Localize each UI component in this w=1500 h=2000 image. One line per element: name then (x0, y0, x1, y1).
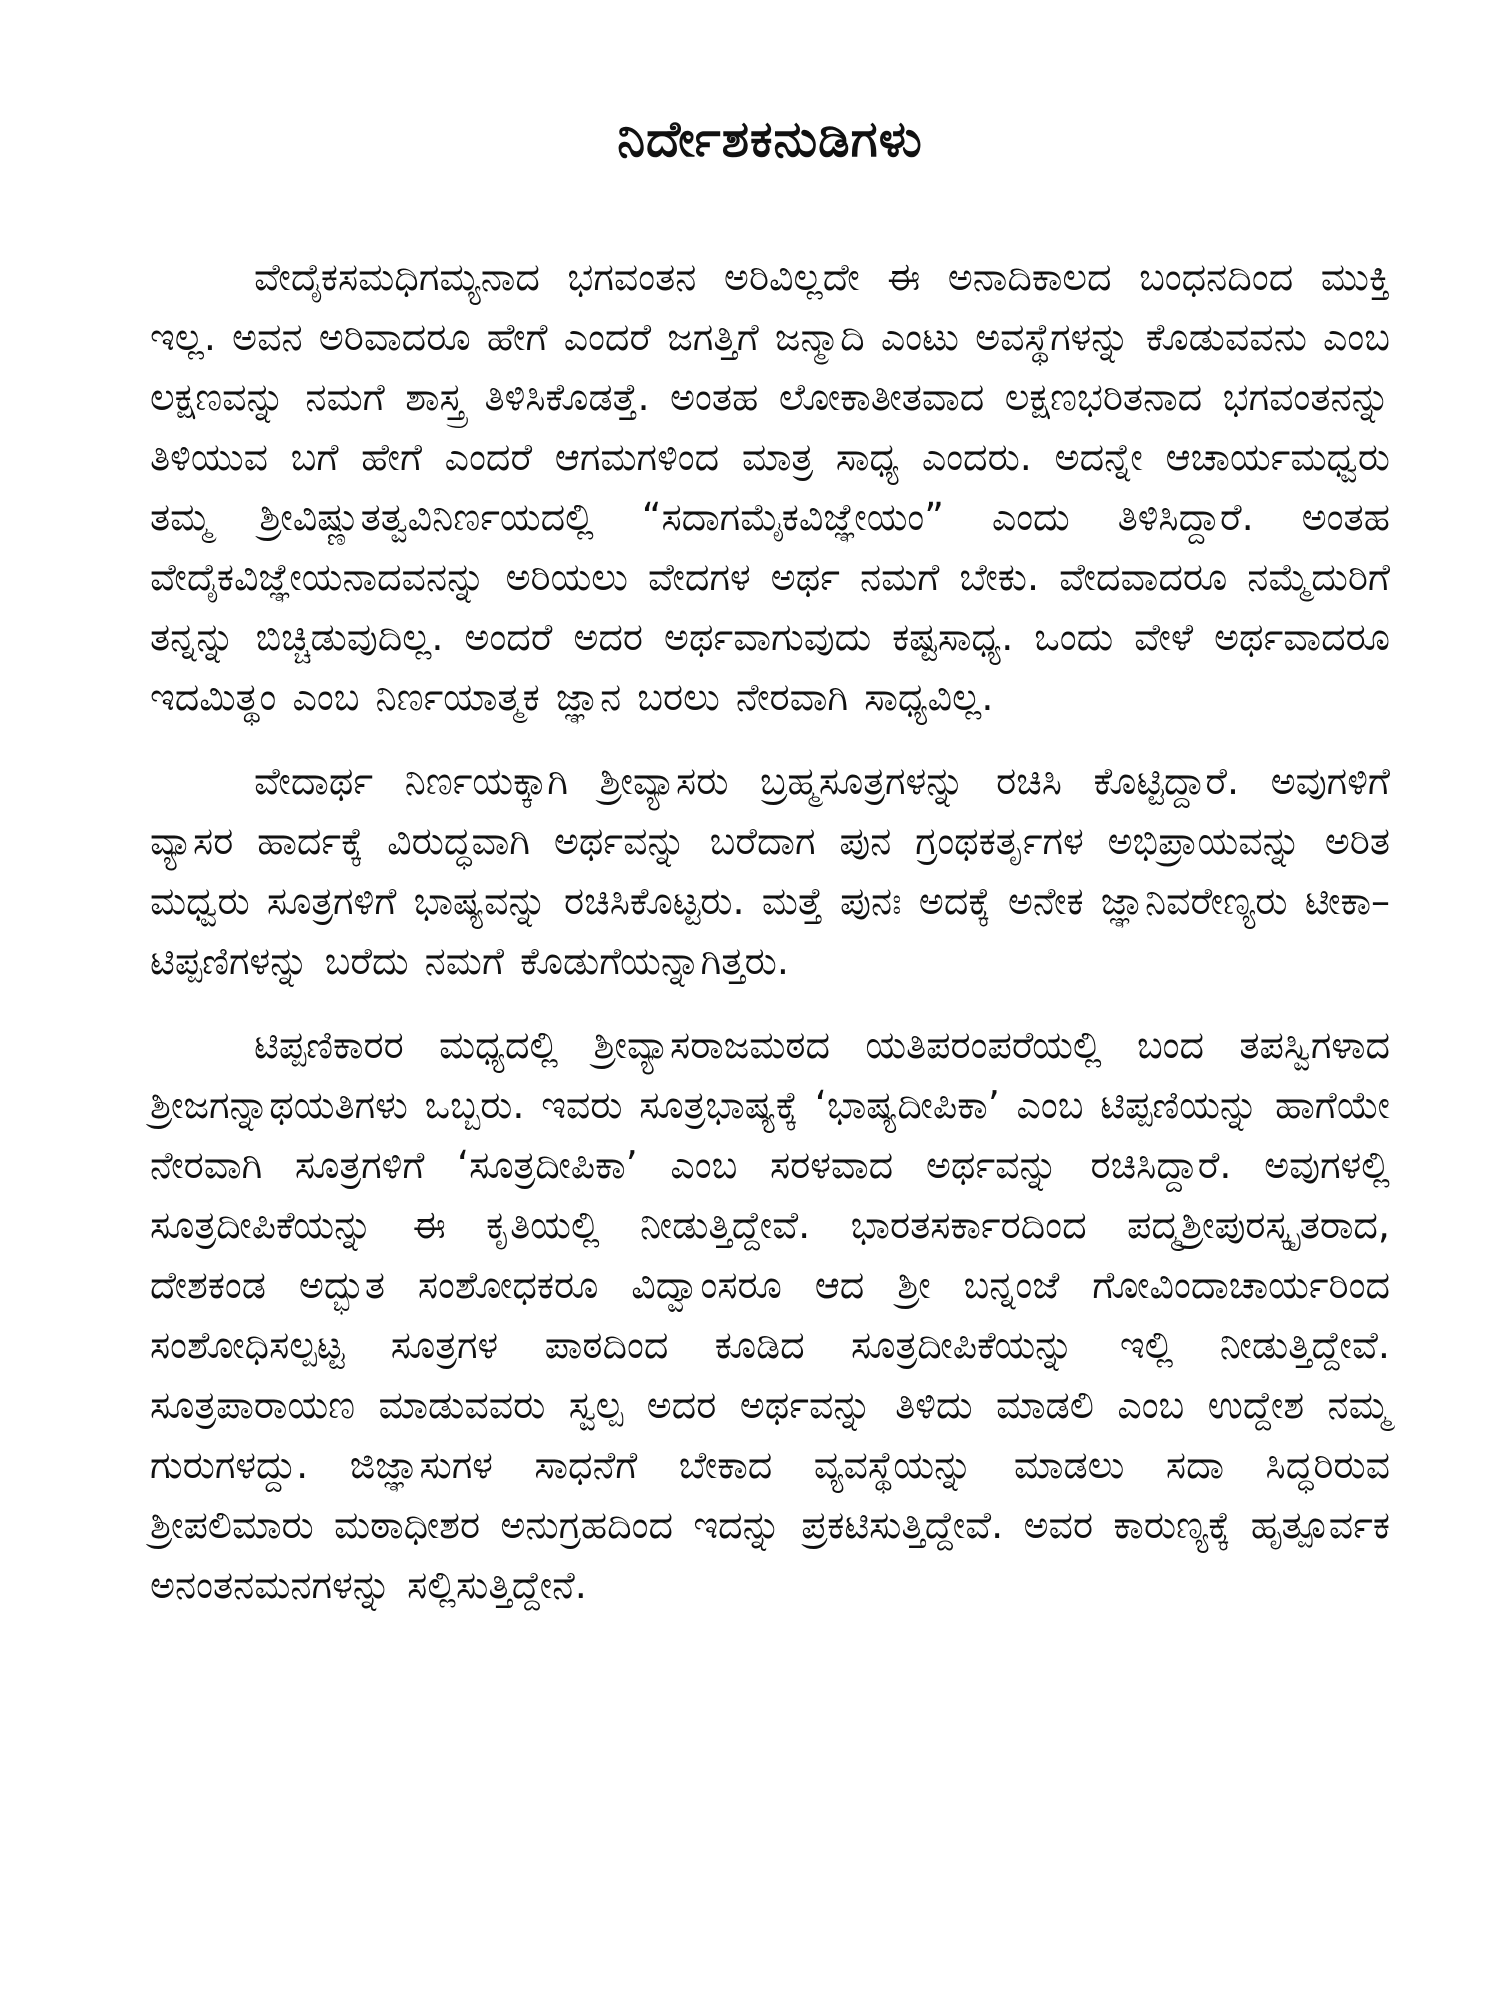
paragraph-3: ಟಿಪ್ಪಣಿಕಾರರ ಮಧ್ಯದಲ್ಲಿ ಶ್ರೀವ್ಯಾಸರಾಜಮಠದ ಯತಿಪರಂಪರೆಯಲ್ಲಿ ಬಂದ ತಪಸ್ವಿಗಳಾದ ಶ್ರೀಜಗನ್ನಾಥಯತಿಗಳು ಒಬ್ಬರು. ಇವರು ಸೂತ್ರಭಾಷ್ಯಕ್ಕೆ ‘ಭಾಷ್ಯದೀಪಿಕಾ’ ಎಂಬ ಟಿಪ್ಪಣಿಯನ್ನು ಹಾಗೆಯೇ ನೇರವಾಗಿ ಸೂತ್ರಗಳಿಗೆ ‘ಸೂತ್ರದೀಪಿಕಾ’ ಎಂಬ ಸರಳವಾದ ಅರ್ಥವನ್ನು ರಚಿಸಿದ್ದಾರೆ. ಅವುಗಳಲ್ಲಿ ಸೂತ್ರದೀಪಿಕೆಯನ್ನು ಈ ಕೃತಿಯಲ್ಲಿ ನೀಡುತ್ತಿದ್ದೇವೆ. ಭಾರತಸರ್ಕಾರದಿಂದ ಪದ್ಮಶ್ರೀಪುರಸ್ಕೃತರಾದ, ದೇಶಕಂಡ ಅದ್ಭುತ ಸಂಶೋಧಕರೂ ವಿದ್ವಾಂಸರೂ ಆದ ಶ್ರೀ ಬನ್ನಂಜೆ ಗೋವಿಂದಾಚಾರ್ಯರಿಂದ ಸಂಶೋಧಿಸಲ್ಪಟ್ಟ ಸೂತ್ರಗಳ ಪಾಠದಿಂದ ಕೂಡಿದ ಸೂತ್ರದೀಪಿಕೆಯನ್ನು ಇಲ್ಲಿ ನೀಡುತ್ತಿದ್ದೇವೆ. ಸೂತ್ರಪಾರಾಯಣ ಮಾಡುವವರು ಸ್ವಲ್ಪ ಅದರ ಅರ್ಥವನ್ನು ತಿಳಿದು ಮಾಡಲಿ ಎಂಬ ಉದ್ದೇಶ ನಮ್ಮ ಗುರುಗಳದ್ದು. ಜಿಜ್ಞಾಸುಗಳ ಸಾಧನೆಗೆ ಬೇಕಾದ ವ್ಯವಸ್ಥೆಯನ್ನು ಮಾಡಲು ಸದಾ ಸಿದ್ಧರಿರುವ ಶ್ರೀಪಲಿಮಾರು ಮಠಾಧೀಶರ ಅನುಗ್ರಹದಿಂದ ಇದನ್ನು ಪ್ರಕಟಿಸುತ್ತಿದ್ದೇವೆ. ಅವರ ಕಾರುಣ್ಯಕ್ಕೆ ಹೃತ್ಪೂರ್ವಕ ಅನಂತನಮನಗಳನ್ನು ಸಲ್ಲಿಸುತ್ತಿದ್ದೇನೆ. (150, 1023, 1390, 1607)
document-page (150, 110, 1390, 1615)
page-title: ನಿರ್ದೇಶಕನುಡಿಗಳು (617, 110, 923, 168)
paragraph-1: ವೇದೈಕಸಮಧಿಗಮ್ಯನಾದ ಭಗವಂತನ ಅರಿವಿಲ್ಲದೇ ಈ ಅನಾದಿಕಾಲದ ಬಂಧನದಿಂದ ಮುಕ್ತಿ ಇಲ್ಲ. ಅವನ ಅರಿವಾದರೂ ಹೇಗೆ ಎಂದರೆ ಜಗತ್ತಿಗೆ ಜನ್ಮಾದಿ ಎಂಟು ಅವಸ್ಥೆಗಳನ್ನು ಕೊಡುವವನು ಎಂಬ ಲಕ್ಷಣವನ್ನು ನಮಗೆ ಶಾಸ್ತ್ರ ತಿಳಿಸಿಕೊಡತ್ತೆ. ಅಂತಹ ಲೋಕಾತೀತವಾದ ಲಕ್ಷಣಭರಿತನಾದ ಭಗವಂತನನ್ನು ತಿಳಿಯುವ ಬಗೆ ಹೇಗೆ ಎಂದರೆ ಆಗಮಗಳಿಂದ ಮಾತ್ರ ಸಾಧ್ಯ ಎಂದರು. ಅದನ್ನೇ ಆಚಾರ್ಯಮಧ್ವರು ತಮ್ಮ ಶ್ರೀವಿಷ್ಣುತತ್ವವಿನಿರ್ಣಯದಲ್ಲಿ “ಸದಾಗಮೈಕವಿಜ್ಞೇಯಂ” ಎಂದು ತಿಳಿಸಿದ್ದಾರೆ. ಅಂತಹ ವೇದೈಕವಿಜ್ಞೇಯನಾದವನನ್ನು ಅರಿಯಲು ವೇದಗಳ ಅರ್ಥ ನಮಗೆ ಬೇಕು. ವೇದವಾದರೂ ನಮ್ಮೆದುರಿಗೆ ತನ್ನನ್ನು ಬಿಚ್ಚಿಡುವುದಿಲ್ಲ. ಅಂದರೆ ಅದರ ಅರ್ಥವಾಗುವುದು ಕಷ್ಟಸಾಧ್ಯ. ಒಂದು ವೇಳೆ ಅರ್ಥವಾದರೂ ಇದಮಿತ್ಥಂ ಎಂಬ ನಿರ್ಣಯಾತ್ಮಕ ಜ್ಞಾನ ಬರಲು ನೇರವಾಗಿ ಸಾಧ್ಯವಿಲ್ಲ. (150, 255, 1390, 719)
paragraph-2: ವೇದಾರ್ಥ ನಿರ್ಣಯಕ್ಕಾಗಿ ಶ್ರೀವ್ಯಾಸರು ಬ್ರಹ್ಮಸೂತ್ರಗಳನ್ನು ರಚಿಸಿ ಕೊಟ್ಟಿದ್ದಾರೆ. ಅವುಗಳಿಗೆ ವ್ಯಾಸರ ಹಾರ್ದಕ್ಕೆ ವಿರುದ್ಧವಾಗಿ ಅರ್ಥವನ್ನು ಬರೆದಾಗ ಪುನ ಗ್ರಂಥಕರ್ತೃಗಳ ಅಭಿಪ್ರಾಯವನ್ನು ಅರಿತ ಮಧ್ವರು ಸೂತ್ರಗಳಿಗೆ ಭಾಷ್ಯವನ್ನು ರಚಿಸಿಕೊಟ್ಟರು. ಮತ್ತೆ ಪುನಃ ಅದಕ್ಕೆ ಅನೇಕ ಜ್ಞಾನಿವರೇಣ್ಯರು ಟೀಕಾ–ಟಿಪ್ಪಣಿಗಳನ್ನು ಬರೆದು ನಮಗೆ ಕೊಡುಗೆಯನ್ನಾಗಿತ್ತರು. (150, 759, 1390, 983)
